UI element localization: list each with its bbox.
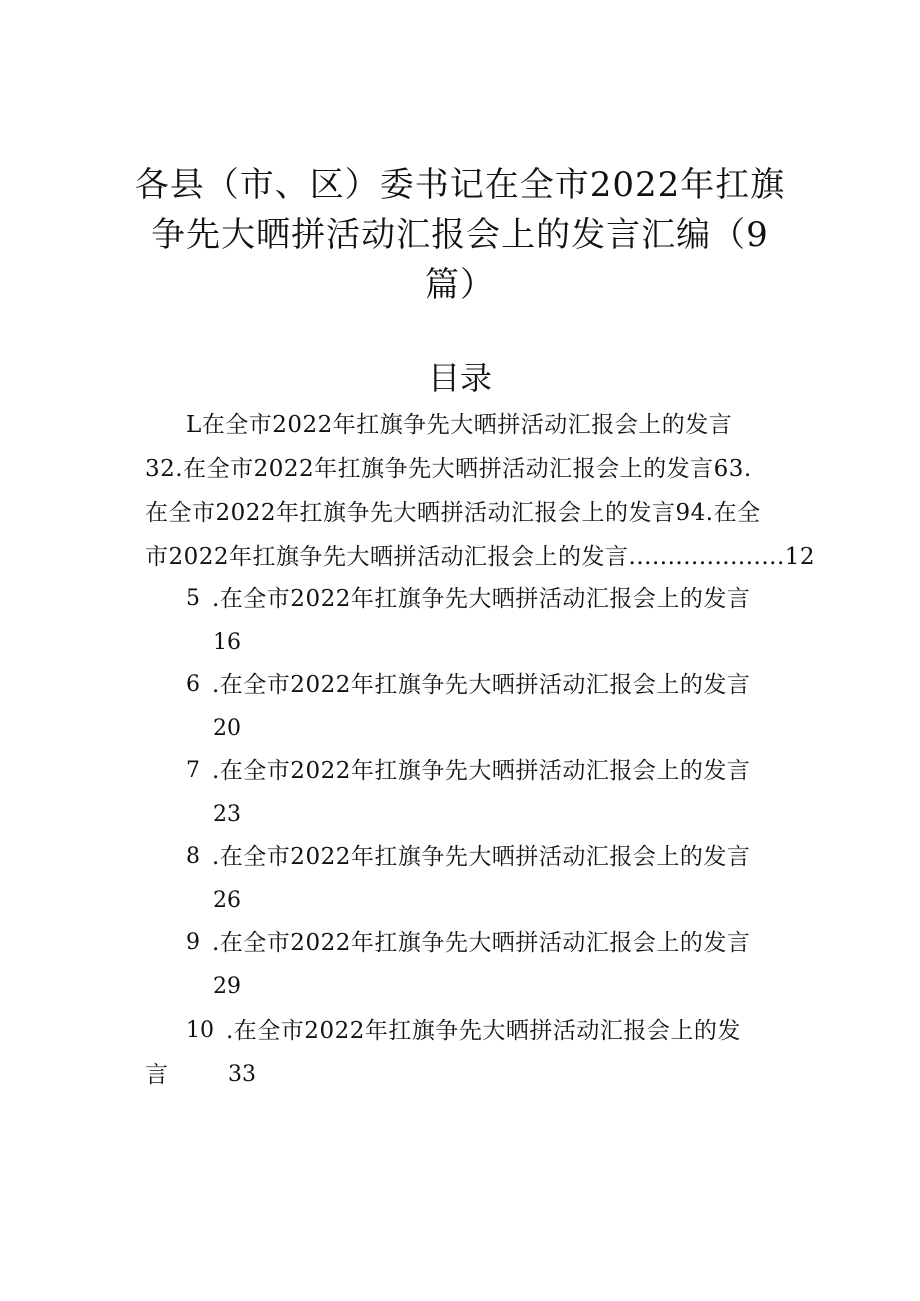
toc-entry-page: 26	[213, 888, 241, 913]
toc-block-line-2: 32.在全市2022年扛旗争先大晒拼活动汇报会上的发言63.	[145, 456, 752, 482]
toc-entry-text-wrap: 言	[145, 1062, 169, 1088]
toc-entry-text[interactable]: .在全市2022年扛旗争先大晒拼活动汇报会上的发言	[212, 930, 751, 956]
toc-entry-page: 16	[213, 630, 241, 655]
toc-block-line-3: 在全市2022年扛旗争先大晒拼活动汇报会上的发言94.在全	[145, 500, 761, 526]
toc-entry-page: 33	[228, 1062, 256, 1087]
title-line-1: 各县（市、区）委书记在全市2022年扛旗	[134, 165, 786, 205]
toc-entry-page: 20	[213, 716, 241, 741]
toc-entry-text[interactable]: .在全市2022年扛旗争先大晒拼活动汇报会上的发言	[212, 586, 751, 612]
title-line-3: 篇）	[425, 265, 495, 305]
toc-entry-number: 7	[186, 758, 200, 783]
toc-entry-text[interactable]: .在全市2022年扛旗争先大晒拼活动汇报会上的发	[226, 1018, 741, 1044]
toc-entry-number: 5	[186, 586, 200, 611]
toc-entry-number: 10	[186, 1018, 214, 1043]
toc-entry-page: 23	[213, 802, 241, 827]
document-title	[100, 160, 820, 310]
toc-block-line-1: L在全市2022年扛旗争先大晒拼活动汇报会上的发言	[186, 412, 733, 438]
toc-entry-text[interactable]: .在全市2022年扛旗争先大晒拼活动汇报会上的发言	[212, 844, 751, 870]
toc-entry-number: 6	[186, 672, 200, 697]
toc-heading: 目录	[427, 359, 492, 397]
toc-block-line-4: 市2022年扛旗争先大晒拼活动汇报会上的发言....................12	[145, 544, 816, 570]
toc-entry-number: 8	[186, 844, 200, 869]
toc-entry-page: 29	[213, 974, 241, 999]
toc-entry-text[interactable]: .在全市2022年扛旗争先大晒拼活动汇报会上的发言	[212, 758, 751, 784]
toc-entry-number: 9	[186, 930, 200, 955]
toc-entry-text[interactable]: .在全市2022年扛旗争先大晒拼活动汇报会上的发言	[212, 672, 751, 698]
title-line-2: 争先大晒拼活动汇报会上的发言汇编（9	[151, 215, 769, 255]
